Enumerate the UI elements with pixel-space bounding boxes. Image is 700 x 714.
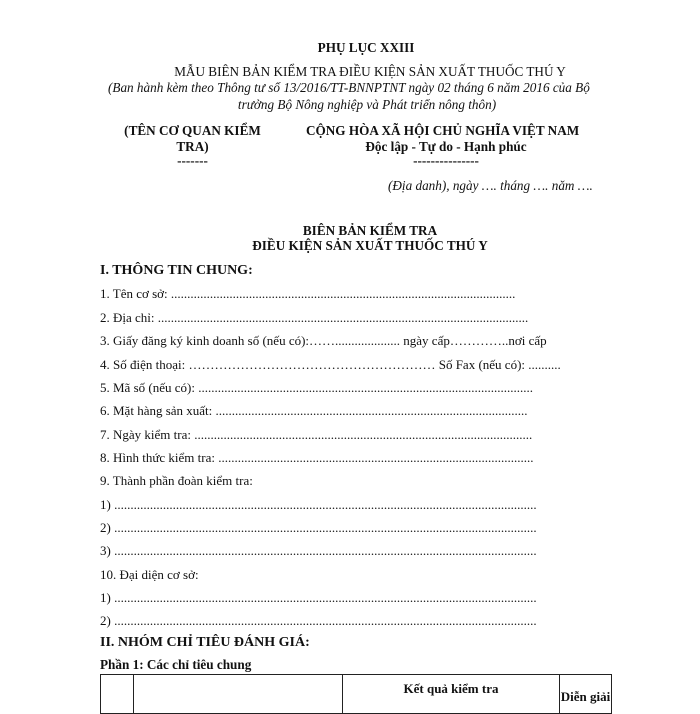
team-member-2: 2) .................................................................................................................................. <box>100 520 537 535</box>
field-inspection-date: 7. Ngày kiểm tra: ........................................................................................................ <box>100 427 533 442</box>
team-member-3: 3) .................................................................................................................................. <box>100 543 537 558</box>
table-header-result: Kết quả kiểm tra <box>343 675 560 714</box>
agency-name-line-1: (TÊN CƠ QUAN KIỂM <box>124 123 261 138</box>
document-title-line-1: BIÊN BẢN KIỂM TRA <box>302 223 438 238</box>
field-facility-representative: 10. Đại diện cơ sở: <box>100 567 199 582</box>
team-member-1: 1) .................................................................................................................................. <box>100 497 537 512</box>
agency-separator: ------- <box>177 153 208 168</box>
field-code: 5. Mã số (nếu có): ....................................................................................................... <box>100 380 533 395</box>
field-business-registration: 3. Giấy đăng ký kinh doanh số (nếu có):…….................... ngày cấp…………..nơi cấp <box>100 333 547 348</box>
field-inspection-team: 9. Thành phần đoàn kiểm tra: <box>100 473 253 488</box>
agency-name-line-2: TRA) <box>176 139 209 154</box>
table-col-no <box>101 675 134 714</box>
form-title: MẪU BIÊN BẢN KIỂM TRA ĐIỀU KIỆN SẢN XUẤT THUỐC THÚ Y <box>174 64 566 79</box>
country-name: CỘNG HÒA XÃ HỘI CHỦ NGHĨA VIỆT NAM <box>306 123 580 138</box>
section-evaluation-heading: II. NHÓM CHỈ TIÊU ĐÁNH GIÁ: <box>100 635 310 650</box>
section-general-info-heading: I. THÔNG TIN CHUNG: <box>100 263 253 278</box>
representative-1: 1) .................................................................................................................................. <box>100 590 537 605</box>
document-title-line-2: ĐIỀU KIỆN SẢN XUẤT THUỐC THÚ Y <box>252 238 488 253</box>
national-motto: Độc lập - Tự do - Hạnh phúc <box>365 139 527 154</box>
table-header-explain: Diễn giải <box>560 675 612 714</box>
field-phone-fax: 4. Số điện thoại: ………………………………………………… Số Fax (nếu có): .......... <box>100 357 561 372</box>
evaluation-table <box>100 674 612 714</box>
table-col-criteria <box>134 675 343 714</box>
representative-2: 2) .................................................................................................................................. <box>100 613 537 628</box>
field-facility-name: 1. Tên cơ sở: .......................................................................................................... <box>100 286 516 301</box>
field-products: 6. Mặt hàng sản xuất: ................................................................................................ <box>100 403 528 418</box>
field-inspection-form: 8. Hình thức kiểm tra: ................................................................................................. <box>100 450 534 465</box>
issued-line-2: trưởng Bộ Nông nghiệp và Phát triển nông thôn) <box>237 97 497 112</box>
motto-separator: --------------- <box>413 153 479 168</box>
field-address: 2. Địa chỉ: .................................................................................................................. <box>100 310 529 325</box>
part-1-heading: Phần 1: Các chỉ tiêu chung <box>100 657 252 672</box>
issued-line-1: (Ban hành kèm theo Thông tư số 13/2016/TT-BNNPTNT ngày 02 tháng 6 năm 2016 của Bộ <box>108 80 590 95</box>
place-date-line: (Địa danh), ngày …. tháng …. năm …. <box>388 178 593 193</box>
appendix-title: PHỤ LỤC XXIII <box>317 40 415 55</box>
